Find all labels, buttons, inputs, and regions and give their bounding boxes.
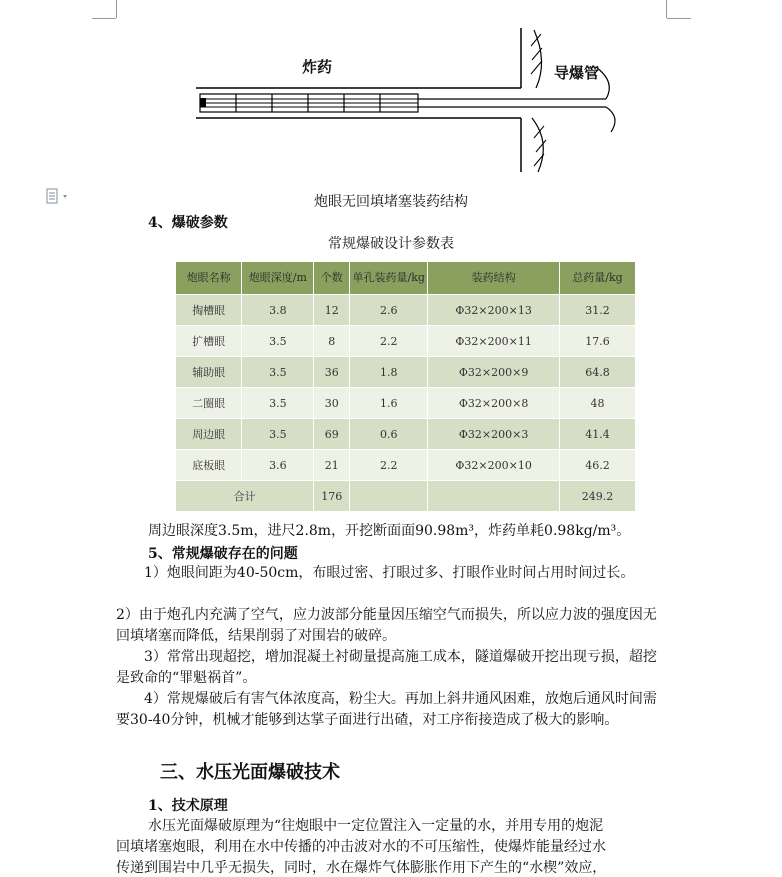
section-3-heading: 三、水压光面爆破技术 <box>160 762 340 783</box>
detonator-tube-label: 导爆管 <box>554 64 600 82</box>
table-cell: 8 <box>314 326 350 357</box>
problem-paragraph-2: 2）由于炮孔内充满了空气，应力波部分能量因压缩空气而损失，所以应力波的强度因无回填堵塞而降低，结果削弱了对围岩的破碎。 <box>116 607 657 644</box>
table-header-row <box>176 262 636 295</box>
column-header: 单孔装药量/kg <box>350 262 428 295</box>
table-cell: 3.5 <box>242 357 314 388</box>
table-cell: Φ32×200×11 <box>428 326 560 357</box>
table-cell: 2.2 <box>350 450 428 481</box>
table-cell: Φ32×200×10 <box>428 450 560 481</box>
table-cell: 3.5 <box>242 326 314 357</box>
table-cell: Φ32×200×9 <box>428 357 560 388</box>
crop-mark-top-left <box>92 18 116 19</box>
table-cell: 41.4 <box>560 419 636 450</box>
empty-cell <box>350 481 428 512</box>
summary-line: 周边眼深度3.5m，进尺2.8m，开挖断面面90.98m³，炸药单耗0.98kg/m³。 <box>148 523 631 539</box>
table-cell: 底板眼 <box>176 450 242 481</box>
table-cell: 3.6 <box>242 450 314 481</box>
table-cell: 17.6 <box>560 326 636 357</box>
blasting-parameter-table <box>176 262 636 511</box>
column-header: 个数 <box>314 262 350 295</box>
technical-principle-heading: 1、技术原理 <box>148 798 228 814</box>
principle-line-3: 传递到围岩中几乎无损失，同时，水在爆炸气体膨胀作用下产生的“水楔”效应， <box>116 860 607 876</box>
table-cell: 周边眼 <box>176 419 242 450</box>
table-cell: Φ32×200×8 <box>428 388 560 419</box>
table-cell: 扩槽眼 <box>176 326 242 357</box>
table-row <box>176 357 636 388</box>
table-row <box>176 450 636 481</box>
empty-cell <box>428 481 560 512</box>
principle-line-2: 回填堵塞炮眼，利用在水中传播的冲击波对水的不可压缩性，使爆炸能量经过水 <box>116 839 606 855</box>
charge-structure-diagram <box>196 22 626 172</box>
crop-mark-top-right <box>667 18 691 19</box>
table-row <box>176 295 636 326</box>
table-cell: 21 <box>314 450 350 481</box>
table-cell: 69 <box>314 419 350 450</box>
section-5-heading: 5、常规爆破存在的问题 <box>148 546 298 562</box>
total-count-cell: 176 <box>314 481 350 512</box>
crop-mark-top-right <box>666 0 667 18</box>
table-cell: 46.2 <box>560 450 636 481</box>
total-label-cell: 合计 <box>176 481 314 512</box>
charge-structure-figure <box>196 22 626 172</box>
table-cell: 3.5 <box>242 419 314 450</box>
table-cell: 0.6 <box>350 419 428 450</box>
table-cell: 31.2 <box>560 295 636 326</box>
column-header: 总药量/kg <box>560 262 636 295</box>
table-cell: 12 <box>314 295 350 326</box>
problem-paragraph-4: 4）常规爆破后有害气体浓度高，粉尘大。再加上斜井通风困难，放炮后通风时间需要30-40分钟，机械才能够到达掌子面进行出碴，对工序衔接造成了极大的影响。 <box>116 691 657 728</box>
column-header: 装药结构 <box>428 262 560 295</box>
table-cell: 2.2 <box>350 326 428 357</box>
column-header: 炮眼深度/m <box>242 262 314 295</box>
section-4-heading: 4、爆破参数 <box>148 215 228 231</box>
table-cell: 36 <box>314 357 350 388</box>
table-cell: 1.6 <box>350 388 428 419</box>
table-cell: 64.8 <box>560 357 636 388</box>
table-cell: 3.8 <box>242 295 314 326</box>
problem-paragraph-1: 1）炮眼间距为40-50cm，布眼过密、打眼过多、打眼作业时间占用时间过长。 <box>144 565 635 581</box>
crop-mark-top-left <box>116 0 117 18</box>
problem-paragraph-3: 3）常常出现超挖，增加混凝土衬砌量提高施工成本，隧道爆破开挖出现亏损，超挖是致命的“罪魁祸首”。 <box>116 649 657 686</box>
table-total-row <box>176 481 636 512</box>
table-cell: 辅助眼 <box>176 357 242 388</box>
table-cell: 3.5 <box>242 388 314 419</box>
table-row <box>176 388 636 419</box>
table-cell: 2.6 <box>350 295 428 326</box>
table-cell: 1.8 <box>350 357 428 388</box>
table-cell: Φ32×200×3 <box>428 419 560 450</box>
table-cell: 30 <box>314 388 350 419</box>
explosive-label: 炸药 <box>302 58 333 76</box>
column-header: 炮眼名称 <box>176 262 242 295</box>
principle-line-1: 水压光面爆破原理为“往炮眼中一定位置注入一定量的水，并用专用的炮泥 <box>148 818 604 834</box>
table-row <box>176 326 636 357</box>
table-cell: 48 <box>560 388 636 419</box>
table-cell: 二圈眼 <box>176 388 242 419</box>
total-charge-cell: 249.2 <box>560 481 636 512</box>
table-title: 常规爆破设计参数表 <box>328 236 454 252</box>
table-row <box>176 419 636 450</box>
figure-caption: 炮眼无回填堵塞装药结构 <box>314 194 468 210</box>
table-cell: Φ32×200×13 <box>428 295 560 326</box>
table-cell: 掏槽眼 <box>176 295 242 326</box>
